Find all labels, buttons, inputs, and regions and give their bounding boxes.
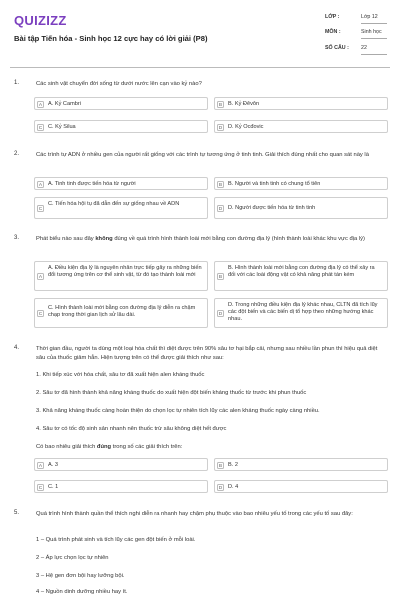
- option-text: B. Người và tinh tinh có chung tổ tiên: [228, 181, 321, 187]
- option-a[interactable]: [34, 261, 208, 291]
- option-c[interactable]: [34, 197, 208, 219]
- option-text: D. Người được tiến hóa từ tinh tinh: [228, 205, 316, 211]
- meta-count-value: 22: [361, 45, 367, 51]
- option-letter-badge: A: [38, 275, 43, 280]
- option-d[interactable]: [214, 197, 388, 219]
- option-b[interactable]: [214, 458, 388, 471]
- question-number: 3.: [14, 235, 20, 241]
- option-text: A. Tinh tinh được tiến hóa từ người: [48, 181, 136, 187]
- option-text: A. 3: [48, 462, 58, 468]
- option-letter-badge: B: [218, 182, 223, 188]
- statement: 1 – Quá trình phát sinh và tích lũy các gen đột biến ở mỗi loài.: [36, 537, 196, 543]
- option-letter-badge: D: [218, 125, 223, 131]
- question-text-part: đúng về quá trình hình thành loài mới bằng con đường địa lý (hình thành loài khác khu vực địa lý): [112, 236, 365, 242]
- option-text: D. Kỷ Ocđovic: [228, 124, 264, 130]
- option-letter-badge: A: [38, 463, 43, 469]
- option-text: D. Trong những điều kiện địa lý khác nhau, CLTN đã tích lũy các đột biến và các biến dị tổ hợp theo những hướng khác nhau.: [228, 302, 378, 323]
- meta-subject-key: MÔN :: [325, 29, 341, 35]
- meta-class-value: Lớp 12: [361, 14, 378, 20]
- option-c[interactable]: [34, 480, 208, 493]
- question-text: Các trình tự ADN ở nhiều gen của người rất giống với các trình tự tương ứng ở tinh tinh. Giải thích đúng nhất cho quan sát này là: [36, 152, 369, 158]
- statement: 2. Sâu tơ đã hình thành khả năng kháng thuốc do xuất hiện đột biến kháng thuốc từ trước khi phun thuốc: [36, 390, 307, 396]
- meta-divider: [361, 38, 387, 39]
- question-number: 1.: [14, 80, 20, 86]
- question-text: [36, 235, 388, 244]
- option-d[interactable]: [214, 298, 388, 328]
- statement: 3 – Hệ gen đơn bội hay lưỡng bội.: [36, 573, 125, 579]
- question-text: Thời gian đầu, người ta dùng một loại hóa chất thì diệt được trên 90% sâu tơ hại bắp cải, nhưng sau nhiều lần phun thì hiệu quả diệt sâu của thuốc giảm hẳn. Hiện tượng trên có thể được giải thích như sau:: [36, 346, 378, 361]
- meta-divider: [361, 23, 387, 24]
- meta-subject-value: Sinh học: [361, 29, 382, 35]
- statement: 4. Sâu tơ có tốc độ sinh sản nhanh nên thuốc trừ sâu không diệt hết được: [36, 426, 227, 432]
- statement: 4 – Nguồn dinh dưỡng nhiều hay ít.: [36, 589, 128, 595]
- question-text: Quá trình hình thành quần thể thích nghi diễn ra nhanh hay chậm phụ thuộc vào bao nhiêu yếu tố trong các yếu tố sau đây:: [36, 511, 353, 517]
- option-text: B. Kỷ Đêvôn: [228, 101, 260, 107]
- option-letter-badge: C: [38, 485, 43, 491]
- option-text: A. Điều kiện địa lý là nguyên nhân trực tiếp gây ra những biến đổi tương ứng trên cơ thể sinh vật, từ đó tạo thành loài mới: [48, 265, 202, 279]
- meta-divider: [361, 54, 387, 55]
- option-b[interactable]: [214, 177, 388, 190]
- option-b[interactable]: [214, 261, 388, 291]
- statement: 2 – Áp lực chọn lọc tự nhiên: [36, 555, 109, 561]
- option-letter-badge: B: [218, 275, 223, 280]
- question-number: 2.: [14, 151, 20, 157]
- question-text-part: trong số các giải thích trên:: [111, 444, 183, 450]
- quizizz-logo: QUIZIZZ: [14, 13, 67, 28]
- worksheet-header: [0, 0, 400, 70]
- option-letter-badge: D: [218, 207, 223, 212]
- meta-class-key: LỚP :: [325, 14, 340, 20]
- question-number: 5.: [14, 510, 20, 516]
- question-text-part: Phát biểu nào sau đây: [36, 236, 96, 242]
- option-text: C. Kỷ Silua: [48, 124, 76, 130]
- statement: 3. Khả năng kháng thuốc càng hoàn thiện do chọn lọc tự nhiên tích lũy các alen kháng thuốc ngày càng nhiều.: [36, 408, 320, 414]
- question-keyword: không: [95, 236, 113, 242]
- option-text: C. 1: [48, 484, 59, 490]
- option-letter-badge: A: [38, 102, 43, 108]
- meta-count-key: SỐ CÂU :: [325, 45, 349, 51]
- question-number: 4.: [14, 345, 20, 351]
- option-d[interactable]: [214, 480, 388, 493]
- option-d[interactable]: [214, 120, 388, 133]
- option-b[interactable]: [214, 97, 388, 110]
- option-text: A. Kỷ Cambri: [48, 101, 81, 107]
- question-prompt: [36, 443, 388, 452]
- question-text: Các sinh vật chuyển đời sống từ dưới nước lên cạn vào kỷ nào?: [36, 81, 202, 87]
- option-a[interactable]: [34, 177, 208, 190]
- question-text-part: Có bao nhiêu giải thích: [36, 444, 97, 450]
- option-text: B. 2: [228, 462, 238, 468]
- option-letter-badge: C: [38, 207, 43, 212]
- option-a[interactable]: [34, 97, 208, 110]
- option-letter-badge: B: [218, 463, 223, 469]
- option-text: B. Hình thành loài mới bằng con đường địa lý có thể xảy ra đối với các loài động vật có khả năng phát tán kém: [228, 265, 375, 279]
- option-text: C. Tiến hóa hội tụ đã dẫn đến sự giống nhau về ADN: [48, 201, 180, 207]
- question-keyword: đúng: [96, 444, 112, 450]
- option-letter-badge: A: [38, 182, 43, 188]
- option-letter-badge: C: [38, 312, 43, 317]
- header-divider: [10, 67, 390, 68]
- option-letter-badge: D: [218, 312, 223, 317]
- option-letter-badge: C: [38, 125, 43, 131]
- option-c[interactable]: [34, 120, 208, 133]
- option-text: C. Hình thành loài mới bằng con đường địa lý diễn ra chậm chạp trong thời gian lịch sử lâu dài.: [48, 305, 196, 319]
- page-title: Bài tập Tiến hóa - Sinh học 12 cực hay có lời giải (P8): [14, 34, 208, 43]
- option-letter-badge: B: [218, 102, 223, 108]
- option-letter-badge: D: [218, 485, 223, 491]
- option-a[interactable]: [34, 458, 208, 471]
- statement: 1. Khi tiếp xúc với hóa chất, sâu tơ đã xuất hiện alen kháng thuốc: [36, 372, 205, 378]
- option-text: D. 4: [228, 484, 239, 490]
- option-c[interactable]: [34, 298, 208, 328]
